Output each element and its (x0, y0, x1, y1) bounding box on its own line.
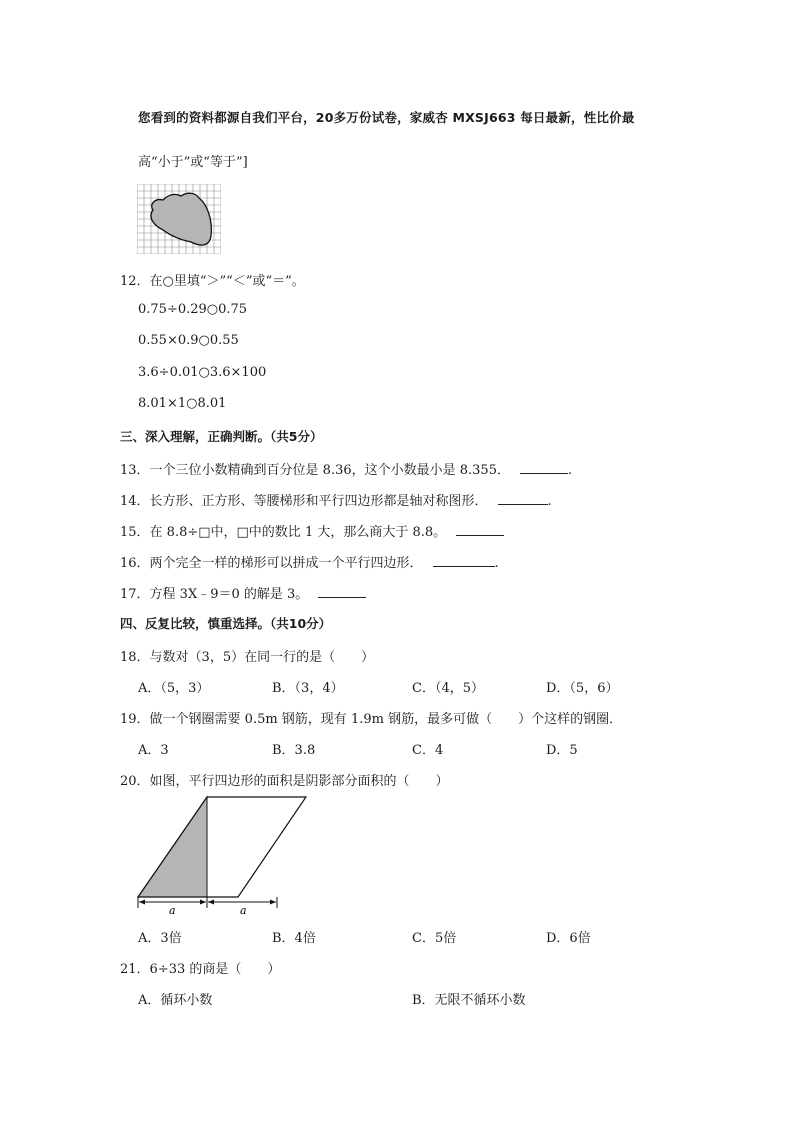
q18-option-b[interactable]: B．（3，4） (272, 681, 344, 696)
q18-option-a[interactable]: A．（5，3） (138, 681, 210, 696)
q18-option-d[interactable]: D．（5，6） (546, 681, 619, 696)
continued-line: 高“小于”或“等于”] (138, 155, 248, 170)
q21-option-a[interactable]: A．循环小数 (138, 993, 213, 1008)
section-4-heading: 四、反复比较，慎重选择。（共10分） (120, 616, 332, 631)
q19-option-c[interactable]: C．4 (412, 743, 444, 758)
q20-option-d[interactable]: D．6倍 (546, 931, 591, 946)
answer-blank[interactable] (433, 554, 495, 567)
answer-blank[interactable] (456, 523, 504, 536)
label-a-left: a (169, 904, 176, 916)
header-banner: 您看到的资料都源自我们平台，20多万份试卷，家威杏 MXSJ663 每日最新，性比价最 (138, 110, 635, 125)
q18-option-c[interactable]: C．（4，5） (412, 681, 484, 696)
q20-option-c[interactable]: C．5倍 (412, 931, 457, 946)
q12-item: 0.55×0.9○0.55 (138, 333, 239, 348)
judge-question: 14．长方形、正方形、等腰梯形和平行四边形都是轴对称图形． . (120, 494, 552, 509)
answer-blank[interactable] (520, 461, 568, 474)
irregular-shape (151, 193, 211, 245)
q21-option-b[interactable]: B．无限不循环小数 (412, 993, 526, 1008)
answer-blank[interactable] (498, 492, 548, 505)
parallelogram-figure (134, 794, 314, 916)
q20-option-b[interactable]: B．4倍 (272, 931, 316, 946)
q19-option-b[interactable]: B．3.8 (272, 743, 316, 758)
judge-question: 15．在 8.8÷□中，□中的数比 1 大，那么商大于 8.8。 (120, 521, 504, 540)
label-a-right: a (240, 904, 247, 916)
q12-stem: 12．在○里填“＞”“＜”或“＝”。 (120, 274, 305, 289)
q19-option-d[interactable]: D．5 (546, 743, 578, 758)
section-3-heading: 三、深入理解，正确判断。（共5分） (120, 429, 323, 444)
q12-item: 8.01×1○8.01 (138, 396, 227, 411)
q20-stem: 20．如图，平行四边形的面积是阴影部分面积的（ ） (120, 774, 449, 789)
judge-question: 17．方程 3X﹣9＝0 的解是 3。 (120, 583, 366, 602)
q12-item: 0.75÷0.29○0.75 (138, 302, 248, 317)
q12-item: 3.6÷0.01○3.6×100 (138, 365, 267, 380)
answer-blank[interactable] (318, 585, 366, 598)
judge-question: 13．一个三位小数精确到百分位是 8.36，这个小数最小是 8.355． . (120, 463, 573, 478)
judge-question: 16．两个完全一样的梯形可以拼成一个平行四边形． . (120, 556, 499, 571)
q18-stem: 18．与数对（3，5）在同一行的是（ ） (120, 650, 375, 665)
grid-shape-figure (137, 184, 221, 254)
q21-stem: 21．6÷33 的商是（ ） (120, 962, 281, 977)
q20-option-a[interactable]: A．3倍 (138, 931, 182, 946)
q19-option-a[interactable]: A．3 (138, 743, 169, 758)
q19-stem: 19．做一个钢圈需要 0.5m 钢筋，现有 1.9m 钢筋，最多可做（ ）个这样的钢圈． (120, 712, 623, 727)
